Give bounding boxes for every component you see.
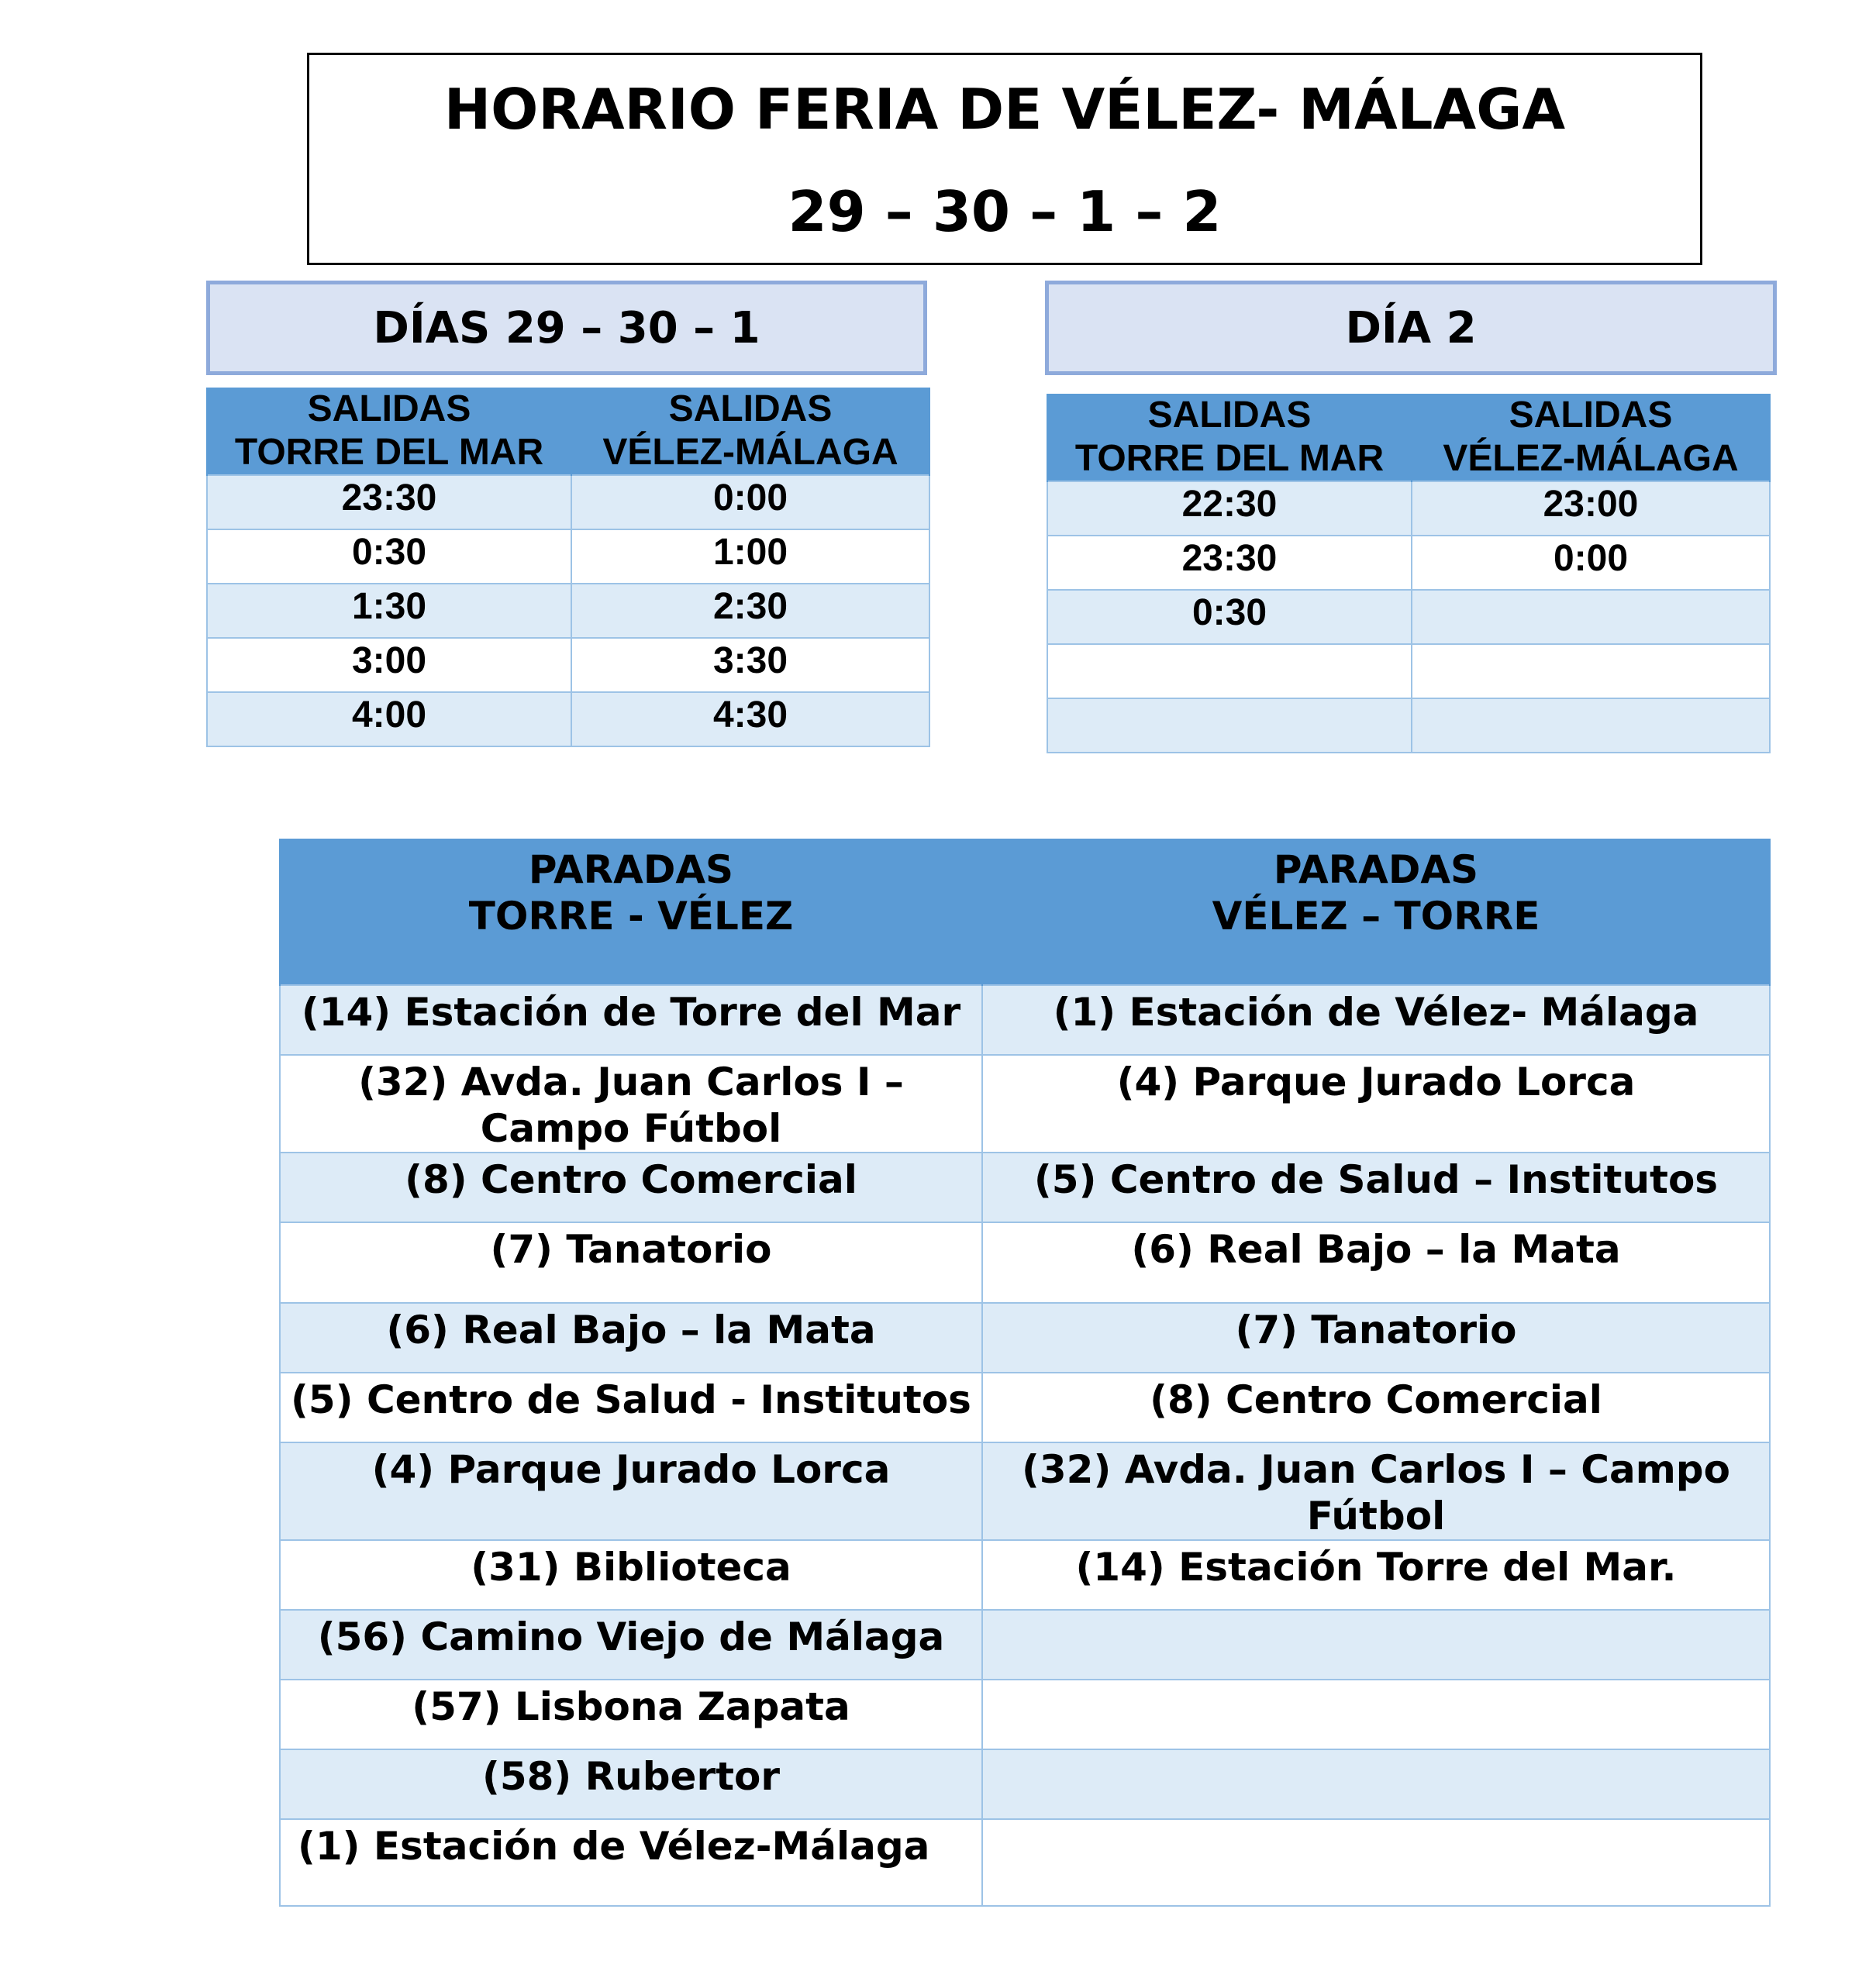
- stop-cell: (8) Centro Comercial: [982, 1373, 1770, 1442]
- stop-cell: (1) Estación de Vélez-Málaga: [280, 1819, 982, 1906]
- time-cell: 1:00: [571, 529, 929, 584]
- schedule-days-29-30-1-table: [206, 388, 930, 747]
- table-row: [280, 1222, 1770, 1303]
- time-cell: 4:30: [571, 692, 929, 746]
- stop-cell: [982, 1680, 1770, 1749]
- header-departures-torre: [207, 388, 571, 475]
- title-box: [307, 53, 1702, 265]
- time-cell: [1412, 698, 1770, 753]
- stop-cell: (5) Centro de Salud - Institutos: [280, 1373, 982, 1442]
- stop-cell: (14) Estación Torre del Mar.: [982, 1540, 1770, 1610]
- header-line: SALIDAS: [1509, 395, 1673, 436]
- table-row: [207, 638, 929, 692]
- table-row: [280, 985, 1770, 1055]
- stops-header-row: [280, 839, 1770, 985]
- header-stops-velez-torre: [982, 839, 1770, 985]
- header-departures-velez: [1412, 394, 1770, 481]
- page-title: HORARIO FERIA DE VÉLEZ- MÁLAGA: [443, 77, 1566, 142]
- stop-cell: (7) Tanatorio: [982, 1303, 1770, 1373]
- stop-cell: [982, 1610, 1770, 1680]
- table-row: [280, 1055, 1770, 1153]
- stop-cell: (56) Camino Viejo de Málaga: [280, 1610, 982, 1680]
- table-row: [207, 584, 929, 638]
- table-row: [280, 1540, 1770, 1610]
- header-line: VÉLEZ – TORRE: [1212, 894, 1540, 939]
- stop-cell: (5) Centro de Salud – Institutos: [982, 1153, 1770, 1222]
- stop-cell: [982, 1749, 1770, 1819]
- time-cell: 0:00: [1412, 536, 1770, 590]
- time-cell: 0:30: [1047, 590, 1412, 644]
- time-cell: 1:30: [207, 584, 571, 638]
- time-cell: 3:00: [207, 638, 571, 692]
- stop-cell: (4) Parque Jurado Lorca: [982, 1055, 1770, 1153]
- table-row: [1047, 590, 1770, 644]
- header-line: TORRE - VÉLEZ: [468, 894, 794, 939]
- stop-cell: (6) Real Bajo – la Mata: [982, 1222, 1770, 1303]
- days-29-30-1-label: DÍAS 29 – 30 – 1: [206, 281, 927, 375]
- table-row: [280, 1303, 1770, 1373]
- time-cell: 0:00: [571, 475, 929, 529]
- time-cell: 4:00: [207, 692, 571, 746]
- stop-cell: (4) Parque Jurado Lorca: [280, 1442, 982, 1540]
- table-row: [280, 1749, 1770, 1819]
- stop-cell: (58) Rubertor: [280, 1749, 982, 1819]
- header-departures-torre: [1047, 394, 1412, 481]
- header-line: VÉLEZ-MÁLAGA: [1443, 438, 1739, 479]
- time-cell: 3:30: [571, 638, 929, 692]
- table-row: [280, 1442, 1770, 1540]
- table-row: [1047, 644, 1770, 698]
- time-cell: 22:30: [1047, 481, 1412, 536]
- time-cell: [1047, 644, 1412, 698]
- stop-cell: [982, 1819, 1770, 1906]
- schedule-header-row: [1047, 394, 1770, 481]
- table-row: [207, 692, 929, 746]
- stop-cell: (57) Lisbona Zapata: [280, 1680, 982, 1749]
- schedule-day-2-table: [1047, 394, 1771, 753]
- time-cell: [1412, 590, 1770, 644]
- stop-cell: (7) Tanatorio: [280, 1222, 982, 1303]
- stop-cell: (14) Estación de Torre del Mar: [280, 985, 982, 1055]
- schedule-header-row: [207, 388, 929, 475]
- header-line: SALIDAS: [668, 388, 833, 429]
- header-line: SALIDAS: [1147, 395, 1312, 436]
- header-line: VÉLEZ-MÁLAGA: [602, 432, 898, 473]
- stop-cell: (31) Biblioteca: [280, 1540, 982, 1610]
- table-row: [280, 1819, 1770, 1906]
- header-line: TORRE DEL MAR: [1074, 438, 1385, 479]
- table-row: [280, 1680, 1770, 1749]
- stop-cell: (6) Real Bajo – la Mata: [280, 1303, 982, 1373]
- table-row: [1047, 698, 1770, 753]
- header-line: PARADAS: [528, 847, 734, 892]
- header-line: TORRE DEL MAR: [234, 432, 544, 473]
- time-cell: 23:30: [1047, 536, 1412, 590]
- header-line: PARADAS: [1273, 847, 1479, 892]
- stop-cell: (8) Centro Comercial: [280, 1153, 982, 1222]
- stop-cell: (32) Avda. Juan Carlos I – Campo Fútbol: [280, 1055, 982, 1153]
- header-line: SALIDAS: [307, 388, 471, 429]
- stop-cell: (1) Estación de Vélez- Málaga: [982, 985, 1770, 1055]
- table-row: [280, 1153, 1770, 1222]
- stops-table: [279, 839, 1771, 1907]
- day-2-label: DÍA 2: [1045, 281, 1777, 375]
- time-cell: 0:30: [207, 529, 571, 584]
- table-row: [280, 1373, 1770, 1442]
- time-cell: 2:30: [571, 584, 929, 638]
- table-row: [1047, 536, 1770, 590]
- page-subtitle-dates: 29 – 30 – 1 – 2: [788, 179, 1222, 244]
- time-cell: 23:00: [1412, 481, 1770, 536]
- time-cell: 23:30: [207, 475, 571, 529]
- stop-cell: (32) Avda. Juan Carlos I – Campo Fútbol: [982, 1442, 1770, 1540]
- table-row: [207, 475, 929, 529]
- table-row: [1047, 481, 1770, 536]
- table-row: [280, 1610, 1770, 1680]
- time-cell: [1047, 698, 1412, 753]
- header-departures-velez: [571, 388, 929, 475]
- header-stops-torre-velez: [280, 839, 982, 985]
- table-row: [207, 529, 929, 584]
- time-cell: [1412, 644, 1770, 698]
